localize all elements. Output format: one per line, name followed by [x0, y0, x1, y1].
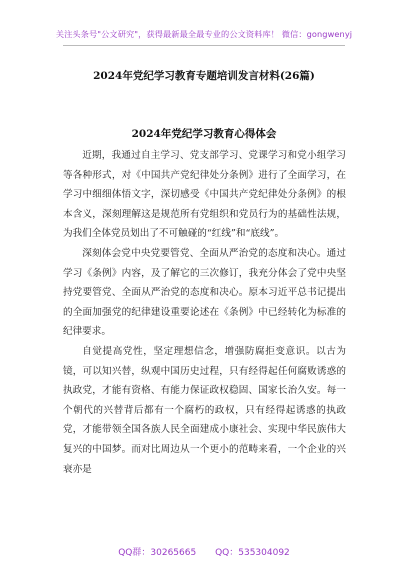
header-divider [63, 45, 345, 46]
qq-group-label: QQ群：30265665 [118, 548, 197, 558]
paragraph: 深刻体会党中央党要管党、全面从严治党的态度和决心。通过学习《条例》内容，及了解它的三次修订，我充分体会了党中央坚持党要管党、全面从严治党的态度和决心。原本习近平总书记提出的全面加强党的纪律建设重要论述在《条例》中已经转化为标准的纪律要求。 [63, 247, 346, 338]
paragraph: 近期，我通过自主学习、党支部学习、党课学习和党小组学习等各种形式，对《中国共产党纪律处分条例》进行了全面学习，在学习中细细体悟文字，深切感受《中国共产党纪律处分条例》的根本含义，深刻理解这是规范所有党组织和党员行为的基础性法规，为我们全体党员划出了不可触碰的“红线”和“底线”。 [63, 150, 346, 240]
qq-number-label: QQ：535304092 [215, 548, 290, 558]
document-body [63, 146, 346, 479]
paragraph: 自觉提高党性，坚定理想信念，增强防腐拒变意识。以古为镜，可以知兴替，纵观中国历史过程，只有经得起任何腐败诱惑的执政党，才能有资格、有能力保证政权稳固、国家长治久安。每一个朝代的兴替背后都有一个腐朽的政权，只有经得起诱惑的执政党，才能带领全国各族人民全面建成小康社会、实现中华民族伟大复兴的中国梦。而对比周边从一个更小的范畴来看，一个企业的兴衰亦是 [63, 345, 346, 475]
footer-contact [0, 545, 408, 558]
section-heading: 2024年党纪学习教育心得体会 [131, 128, 277, 140]
header-banner: 关注头条号"公文研究"，获得最新最全最专业的公文资料库！ 微信：gongwenyj [55, 29, 353, 39]
document-title: 2024年党纪学习教育专题培训发言材料(26篇) [93, 70, 315, 82]
